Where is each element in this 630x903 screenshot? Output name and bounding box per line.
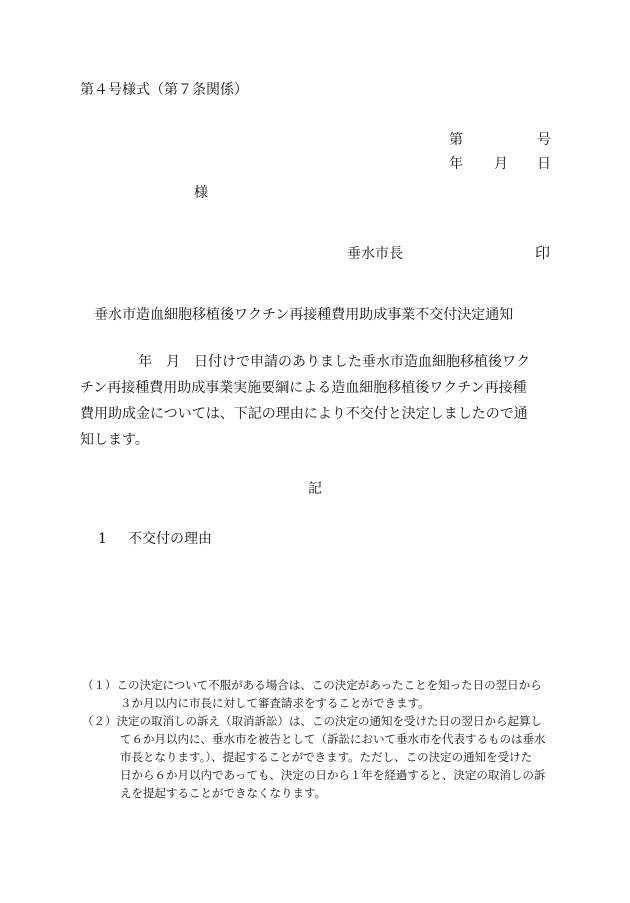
date-day-label: 日	[537, 156, 551, 172]
note-line: （１）この決定について不服がある場合は、この決定があったことを知った日の翌日から	[82, 678, 542, 692]
note-line: 市長となります。）、提起することができます。ただし、この決定の通知を受けた	[120, 750, 533, 764]
document-title: 垂水市造血細胞移植後ワクチン再接種費用助成事業不交付決定通知	[94, 307, 514, 323]
date-month-label: 月	[494, 156, 508, 172]
document-number-label: 第	[449, 132, 463, 148]
body-line: 年 月 日付けで申請のありました垂水市造血細胞移植後ワク	[138, 354, 530, 370]
body-line: チン再接種費用助成事業実施要綱による造血細胞移植後ワクチン再接種	[80, 380, 527, 396]
sender-name: 垂水市長	[347, 246, 403, 262]
item-label: 不交付の理由	[128, 531, 212, 547]
item-number: 1	[98, 531, 107, 547]
date-year-label: 年	[449, 156, 463, 172]
seal-mark: 印	[535, 244, 550, 262]
note-line: えを提起することができなくなります。	[120, 786, 327, 800]
note-line: 日から６か月以内であっても、決定の日から１年を経過すると、決定の取消しの訴	[120, 768, 546, 782]
note-line: ３か月以内に市長に対して審査請求をすることができます。	[120, 696, 430, 710]
list-item	[98, 529, 212, 549]
ki-heading: 記	[308, 481, 322, 497]
notes-section	[82, 676, 562, 802]
form-number: 第４号様式（第７条関係）	[80, 82, 248, 98]
addressee-honorific: 様	[194, 185, 208, 201]
body-paragraph	[80, 349, 560, 453]
body-line: 知します。	[80, 432, 149, 448]
note-line: て６か月以内に、垂水市を被告として（訴訟において垂水市を代表するものは垂水	[120, 732, 546, 746]
note-line: （２）決定の取消しの訴え（取消訴訟）は、この決定の通知を受けた日の翌日から起算し	[82, 714, 542, 728]
body-line: 費用助成金については、下記の理由により不交付と決定しましたので通	[80, 406, 528, 422]
document-number-suffix: 号	[537, 132, 551, 148]
